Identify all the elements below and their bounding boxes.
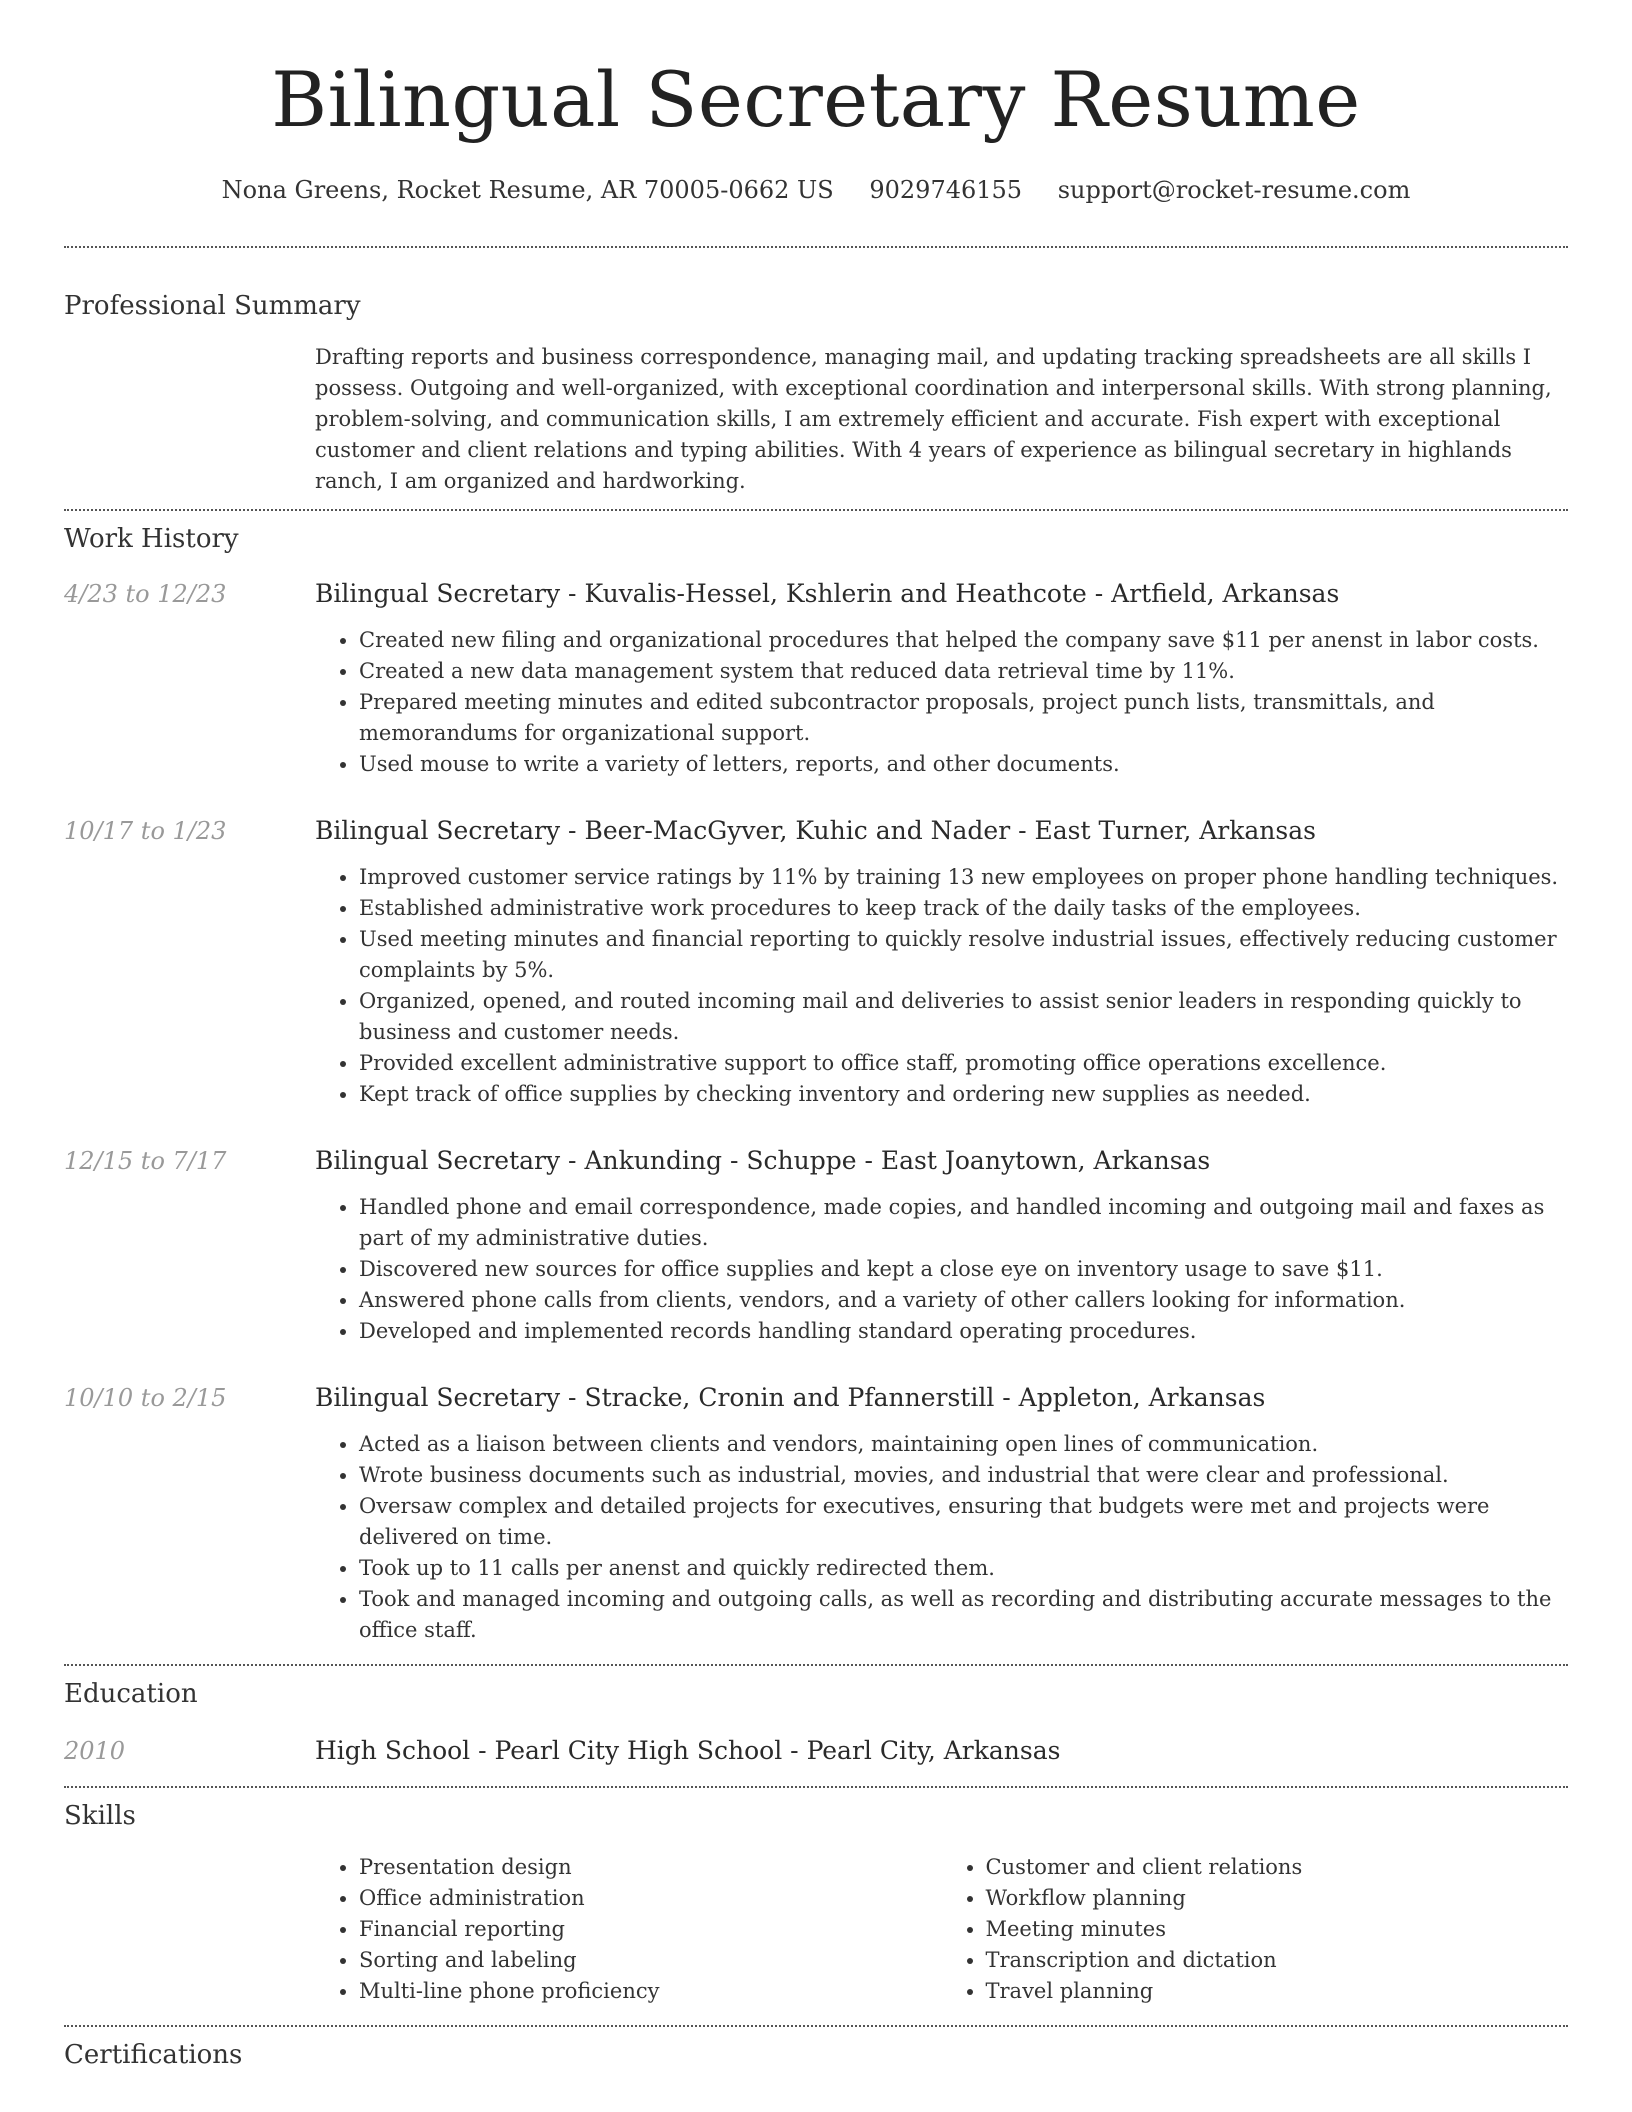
job-entry xyxy=(64,1144,1568,1347)
job-title: Bilingual Secretary - Kuvalis-Hessel, Kshlerin and Heathcote - Artfield, Arkansas xyxy=(315,579,1340,608)
divider xyxy=(64,246,1568,248)
list-item: • Discovered new sources for office supplies and kept a close eye on inventory usage to save $11. xyxy=(359,1254,1568,1285)
list-item: • Improved customer service ratings by 11% by training 13 new employees on proper phone handling techniques. xyxy=(359,862,1568,893)
list-item: • Wrote business documents such as industrial, movies, and industrial that were clear and professional. xyxy=(359,1460,1568,1491)
skills-list-left xyxy=(315,1852,942,2007)
list-item: • Established administrative work procedures to keep track of the daily tasks of the employees. xyxy=(359,893,1568,924)
summary-section xyxy=(64,288,1568,497)
job-title: Bilingual Secretary - Ankunding - Schuppe - East Joanytown, Arkansas xyxy=(315,1146,1211,1175)
contact-email: support@rocket-resume.com xyxy=(1057,176,1411,204)
divider xyxy=(64,509,1568,511)
job-entry xyxy=(64,1381,1568,1646)
education-title: High School - Pearl City High School - Pearl City, Arkansas xyxy=(315,1736,1061,1765)
divider xyxy=(64,2025,1568,2027)
job-dates: 12/15 to 7/17 xyxy=(64,1147,227,1175)
job-title: Bilingual Secretary - Stracke, Cronin and Pfannerstill - Appleton, Arkansas xyxy=(315,1383,1266,1412)
page-title: Bilingual Secretary Resume xyxy=(271,55,1361,144)
divider xyxy=(64,1786,1568,1788)
list-item: • Handled phone and email correspondence, made copies, and handled incoming and outgoing mail and faxes as part of my administrative duties. xyxy=(359,1192,1568,1254)
job-dates: 4/23 to 12/23 xyxy=(64,580,227,608)
job-bullets xyxy=(315,1192,1568,1347)
skills-columns xyxy=(315,1852,1568,2007)
list-item: • Developed and implemented records handling standard operating procedures. xyxy=(359,1316,1568,1347)
skill-item: • Office administration xyxy=(359,1883,942,1914)
summary-text: Drafting reports and business correspondence, managing mail, and updating tracking spreadsheets are all skills I possess. Outgoing and well-organized, with exceptional coordination and interpersonal skills. With strong planning, problem-solving, and communication skills, I am extremely efficient and accurate. Fish expert with exceptional customer and client relations and typing abilities. With 4 years of experience as bilingual secretary in highlands ranch, I am organized and hardworking. xyxy=(315,345,1552,493)
list-item: • Prepared meeting minutes and edited subcontractor proposals, project punch lists, transmittals, and memorandums for organizational support. xyxy=(359,687,1568,749)
list-item: • Took and managed incoming and outgoing calls, as well as recording and distributing accurate messages to the office staff. xyxy=(359,1584,1568,1646)
work-history-heading: Work History xyxy=(64,524,239,554)
list-item: • Created a new data management system that reduced data retrieval time by 11%. xyxy=(359,656,1568,687)
contact-line xyxy=(64,172,1568,208)
list-item: • Acted as a liaison between clients and vendors, maintaining open lines of communication. xyxy=(359,1429,1568,1460)
certifications-section xyxy=(64,2037,1568,2073)
job-dates: 10/10 to 2/15 xyxy=(64,1384,227,1412)
work-history-section xyxy=(64,521,1568,1646)
skills-list-right xyxy=(942,1852,1569,2007)
job-entry xyxy=(64,577,1568,780)
list-item: • Provided excellent administrative support to office staff, promoting office operations excellence. xyxy=(359,1048,1568,1079)
contact-address: Nona Greens, Rocket Resume, AR 70005-0662 US xyxy=(221,176,834,204)
job-bullets xyxy=(315,1429,1568,1646)
education-heading: Education xyxy=(64,1679,198,1709)
skill-item: • Meeting minutes xyxy=(986,1914,1569,1945)
list-item: • Answered phone calls from clients, vendors, and a variety of other callers looking for information. xyxy=(359,1285,1568,1316)
skills-heading: Skills xyxy=(64,1801,136,1831)
job-bullets xyxy=(315,625,1568,780)
job-bullets xyxy=(315,862,1568,1110)
skill-item: • Transcription and dictation xyxy=(986,1945,1569,1976)
skill-item: • Presentation design xyxy=(359,1852,942,1883)
list-item: • Created new filing and organizational procedures that helped the company save $11 per anenst in labor costs. xyxy=(359,625,1568,656)
education-entry xyxy=(64,1734,1568,1768)
resume-page xyxy=(64,0,1568,2073)
list-item: • Organized, opened, and routed incoming mail and deliveries to assist senior leaders in responding quickly to business and customer needs. xyxy=(359,986,1568,1048)
contact-phone: 9029746155 xyxy=(869,176,1023,204)
education-year: 2010 xyxy=(64,1737,126,1765)
list-item: • Used meeting minutes and financial reporting to quickly resolve industrial issues, effectively reducing customer complaints by 5%. xyxy=(359,924,1568,986)
list-item: • Took up to 11 calls per anenst and quickly redirected them. xyxy=(359,1553,1568,1584)
list-item: • Kept track of office supplies by checking inventory and ordering new supplies as needed. xyxy=(359,1079,1568,1110)
certifications-heading: Certifications xyxy=(64,2040,243,2070)
skill-item: • Sorting and labeling xyxy=(359,1945,942,1976)
skill-item: • Workflow planning xyxy=(986,1883,1569,1914)
skill-item: • Travel planning xyxy=(986,1976,1569,2007)
job-dates: 10/17 to 1/23 xyxy=(64,817,227,845)
divider xyxy=(64,1664,1568,1666)
skill-item: • Financial reporting xyxy=(359,1914,942,1945)
education-section xyxy=(64,1676,1568,1768)
skills-section xyxy=(64,1798,1568,2007)
list-item: • Used mouse to write a variety of letters, reports, and other documents. xyxy=(359,749,1568,780)
job-title: Bilingual Secretary - Beer-MacGyver, Kuhic and Nader - East Turner, Arkansas xyxy=(315,816,1316,845)
job-entry xyxy=(64,814,1568,1110)
skill-item: • Multi-line phone proficiency xyxy=(359,1976,942,2007)
list-item: • Oversaw complex and detailed projects for executives, ensuring that budgets were met and projects were delivered on time. xyxy=(359,1491,1568,1553)
summary-heading: Professional Summary xyxy=(64,291,361,321)
skill-item: • Customer and client relations xyxy=(986,1852,1569,1883)
